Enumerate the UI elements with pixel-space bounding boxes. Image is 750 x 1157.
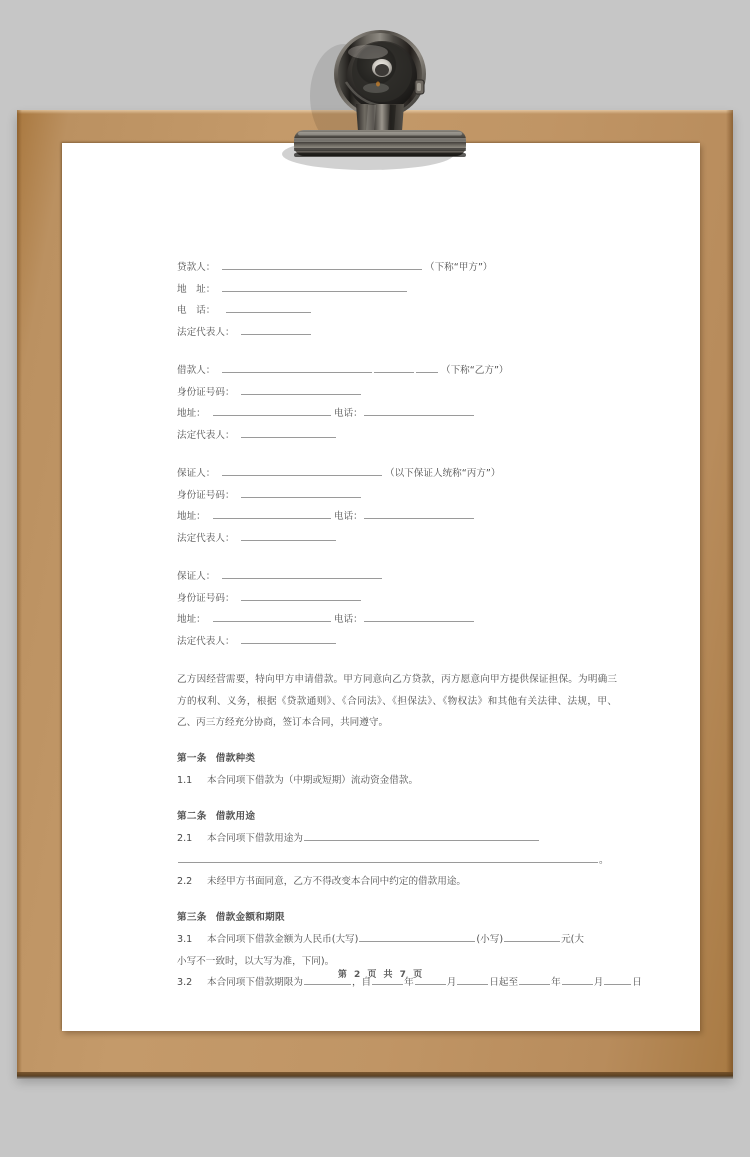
clause-continuation	[177, 850, 617, 872]
field-input-rule[interactable]	[213, 610, 331, 622]
article-title: 借款种类	[215, 752, 256, 764]
clause-number: 2.1	[177, 833, 193, 844]
field-label: 地 址：	[177, 283, 216, 295]
field-label: 身份证号码：	[177, 592, 235, 604]
party-block-borrower	[177, 360, 617, 446]
field-input-rule[interactable]	[222, 258, 422, 270]
clause-text: 月	[446, 977, 457, 988]
clause-blank-rule[interactable]	[504, 930, 560, 942]
field-input-rule[interactable]	[213, 507, 331, 519]
field-label: 保证人：	[177, 468, 216, 479]
party-block-lender	[177, 257, 617, 343]
clause	[177, 770, 617, 792]
clause-number: 3.1	[177, 934, 193, 945]
field-input-rule[interactable]	[222, 361, 372, 373]
field-input-rule[interactable]	[416, 361, 438, 373]
field-input-rule[interactable]	[241, 486, 361, 498]
field-label: 保证人：	[177, 571, 216, 582]
field-label: 法定代表人：	[177, 532, 235, 544]
clipboard-clip[interactable]	[272, 22, 488, 174]
field-row	[177, 631, 617, 653]
clause-text: 年	[404, 977, 414, 988]
field-label: 地址：	[177, 511, 206, 522]
field-suffix: 电话：	[334, 511, 363, 522]
field-label: 身份证号码：	[177, 386, 235, 398]
field-row	[177, 528, 617, 550]
article-title: 借款用途	[215, 810, 256, 822]
field-row	[177, 257, 617, 279]
article-heading	[177, 806, 617, 828]
field-suffix: （下称“乙方”）	[441, 365, 509, 376]
article-heading	[177, 748, 617, 770]
clause-text: (小写)	[476, 934, 504, 945]
field-suffix: （下称“甲方”）	[425, 262, 493, 273]
field-row	[177, 382, 617, 404]
clause-blank-rule[interactable]	[304, 829, 539, 841]
clause	[177, 828, 617, 850]
clause	[177, 871, 617, 893]
clause-text: 本合同项下借款金额为人民币(大写)	[207, 934, 359, 945]
paper-sheet	[62, 143, 700, 1031]
field-suffix: 电话：	[334, 408, 363, 419]
clause-text: 。	[599, 854, 609, 866]
field-input-rule[interactable]	[241, 529, 336, 541]
field-row	[177, 360, 617, 382]
field-label: 法定代表人：	[177, 429, 235, 441]
field-input-rule[interactable]	[364, 507, 474, 519]
clause-text: 日	[632, 977, 642, 988]
field-input-rule[interactable]	[222, 567, 382, 579]
field-row	[177, 425, 617, 447]
field-input-rule[interactable]	[241, 383, 361, 395]
clause-text: 未经甲方书面同意，乙方不得改变本合同中约定的借款用途。	[207, 876, 467, 887]
field-input-rule[interactable]	[226, 301, 311, 313]
clause-text: 小写不一致时，以大写为准，下同)。	[177, 955, 335, 967]
field-row	[177, 588, 617, 610]
field-input-rule[interactable]	[241, 323, 311, 335]
article-number: 第三条	[177, 911, 207, 923]
field-label: 法定代表人：	[177, 635, 235, 647]
field-input-rule[interactable]	[241, 589, 361, 601]
clause-text: 本合同项下借款为（中期或短期）流动资金借款。	[207, 775, 419, 786]
field-row	[177, 506, 617, 528]
field-input-rule[interactable]	[241, 426, 336, 438]
clause	[177, 929, 617, 951]
articles-container	[177, 748, 642, 994]
clause-text: ，自	[351, 977, 372, 988]
clause-text: 本合同项下借款用途为	[207, 833, 303, 844]
preamble-paragraph: 乙方因经营需要，特向甲方申请借款。甲方同意向乙方贷款，丙方愿意向甲方提供保证担保。为明确三方的权利、义务，根据《贷款通则》、《合同法》、《担保法》、《物权法》和其他有关法律、法规，甲、乙、丙三方经充分协商，签订本合同，共同遵守。	[177, 674, 617, 728]
clause-text: 本合同项下借款期限为	[207, 977, 303, 988]
field-row	[177, 300, 617, 322]
clipboard-board	[17, 110, 733, 1076]
field-input-rule[interactable]	[364, 404, 474, 416]
clause-blank-rule[interactable]	[178, 851, 598, 863]
party-block-guarantor-2	[177, 566, 617, 652]
article-number: 第二条	[177, 810, 207, 822]
article-title: 借款金额和期限	[215, 911, 285, 923]
article-heading	[177, 907, 617, 929]
clause-text: 元(大	[561, 934, 585, 945]
clause-text: 日起至	[489, 977, 519, 988]
field-input-rule[interactable]	[222, 464, 382, 476]
field-row	[177, 322, 617, 344]
field-row	[177, 566, 617, 588]
field-input-rule[interactable]	[364, 610, 474, 622]
field-row	[177, 403, 617, 425]
clause-text: 年	[551, 977, 561, 988]
field-label: 身份证号码：	[177, 489, 235, 501]
clause-blank-rule[interactable]	[359, 930, 475, 942]
field-row	[177, 609, 617, 631]
field-input-rule[interactable]	[222, 280, 407, 292]
clipboard-bottom-edge	[17, 1072, 733, 1079]
board-right-bevel	[726, 110, 733, 1076]
clause-number: 3.2	[177, 977, 193, 988]
contract-text	[177, 257, 642, 994]
field-row	[177, 279, 617, 301]
field-label: 电 话：	[177, 305, 216, 316]
board-left-bevel	[17, 110, 22, 1076]
field-label: 借款人：	[177, 365, 216, 376]
party-block-guarantor-1	[177, 463, 617, 549]
field-input-rule[interactable]	[374, 361, 414, 373]
article-number: 第一条	[177, 752, 207, 764]
field-row	[177, 485, 617, 507]
field-label: 贷款人：	[177, 262, 216, 273]
page-footer: 第 2 页 共 7 页	[337, 970, 425, 980]
field-label: 法定代表人：	[177, 326, 235, 338]
parties-container	[177, 257, 617, 652]
field-suffix: （以下保证人统称“丙方”）	[385, 468, 501, 479]
field-label: 地址：	[177, 408, 206, 419]
field-label: 地址：	[177, 614, 206, 625]
clause-number: 2.2	[177, 876, 193, 887]
field-input-rule[interactable]	[241, 632, 336, 644]
document-page	[62, 143, 700, 1031]
field-row	[177, 463, 617, 485]
clause-number: 1.1	[177, 775, 193, 786]
field-suffix: 电话：	[334, 614, 363, 625]
field-input-rule[interactable]	[213, 404, 331, 416]
clause-text: 月	[593, 977, 604, 988]
clip-icon	[272, 22, 488, 174]
